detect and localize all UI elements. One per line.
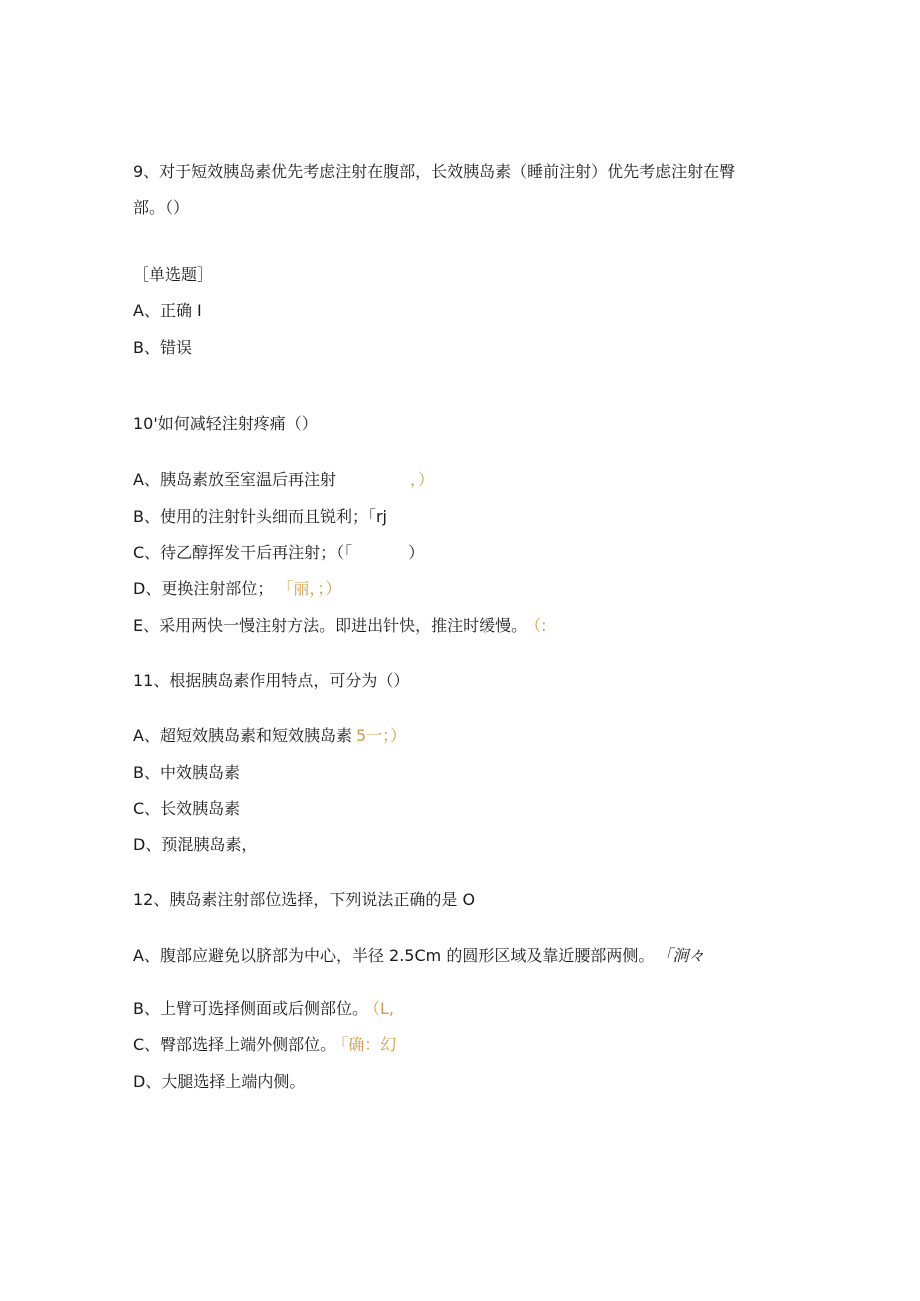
q10-option-b-text: B、使用的注射针头细而且锐利；「rj — [133, 507, 388, 526]
q12-option-c[interactable] — [133, 1035, 396, 1055]
q10-option-e[interactable] — [133, 616, 547, 636]
q12-stem: 12、胰岛素注射部位选择，下列说法正确的是 O — [133, 890, 476, 909]
q12-option-d[interactable]: D、大腿选择上端内侧。 — [133, 1072, 306, 1091]
q12-option-b-note: （L, — [371, 999, 394, 1018]
q10-stem: 10'如何减轻注射疼痛（） — [133, 414, 318, 433]
q9-stem-line2: 部。（） — [133, 198, 190, 217]
q10-option-c-text: C、待乙醇挥发干后再注射；（「 — [133, 543, 353, 562]
q10-option-c-note: ） — [408, 543, 425, 562]
q12-option-a[interactable] — [133, 946, 704, 966]
q10-option-a[interactable] — [133, 470, 434, 490]
q12-option-c-text: C、臀部选择上端外侧部位。 — [133, 1035, 337, 1054]
q11-option-a-note: 5一；） — [355, 726, 407, 745]
q11-stem: 11、根据胰岛素作用特点，可分为（） — [133, 671, 410, 690]
q11-option-a[interactable] — [133, 726, 406, 746]
q10-option-b[interactable] — [133, 507, 387, 527]
q10-option-c[interactable] — [133, 543, 424, 563]
q12-option-a-note: 「涧々 — [664, 946, 705, 965]
q10-option-a-text: A、胰岛素放至室温后再注射 — [133, 470, 336, 489]
q12-option-b[interactable] — [133, 999, 394, 1019]
q10-option-d[interactable] — [133, 579, 341, 599]
q12-option-a-text: A、腹部应避免以脐部为中心，半径 2.5Cm 的圆形区域及靠近腰部两侧。 — [133, 946, 655, 965]
q10-option-a-note: ，） — [409, 470, 434, 489]
q9-option-a[interactable]: A、正确 I — [133, 301, 202, 320]
q12-option-c-note: 「确：幻 — [340, 1035, 397, 1054]
q10-option-d-note: 「丽，；） — [285, 579, 342, 598]
q10-option-e-note: （: — [533, 616, 547, 635]
q9-stem-line1: 9、对于短效胰岛素优先考虑注射在腹部，长效胰岛素（睡前注射）优先考虑注射在臀 — [133, 162, 736, 181]
q11-option-c[interactable]: C、长效胰岛素 — [133, 799, 241, 818]
q11-option-b[interactable]: B、中效胰岛素 — [133, 763, 240, 782]
q9-type-label: ［单选题］ — [133, 265, 214, 284]
q11-option-a-text: A、超短效胰岛素和短效胰岛素 — [133, 726, 352, 745]
q9-option-b[interactable]: B、错误 — [133, 338, 192, 357]
q10-option-e-text: E、采用两快一慢注射方法。即进出针快，推注时缓慢。 — [133, 616, 528, 635]
q10-option-d-text: D、更换注射部位； — [133, 579, 274, 598]
q11-option-d[interactable]: D、预混胰岛素， — [133, 835, 258, 854]
q12-option-b-text: B、上臂可选择侧面或后侧部位。 — [133, 999, 368, 1018]
